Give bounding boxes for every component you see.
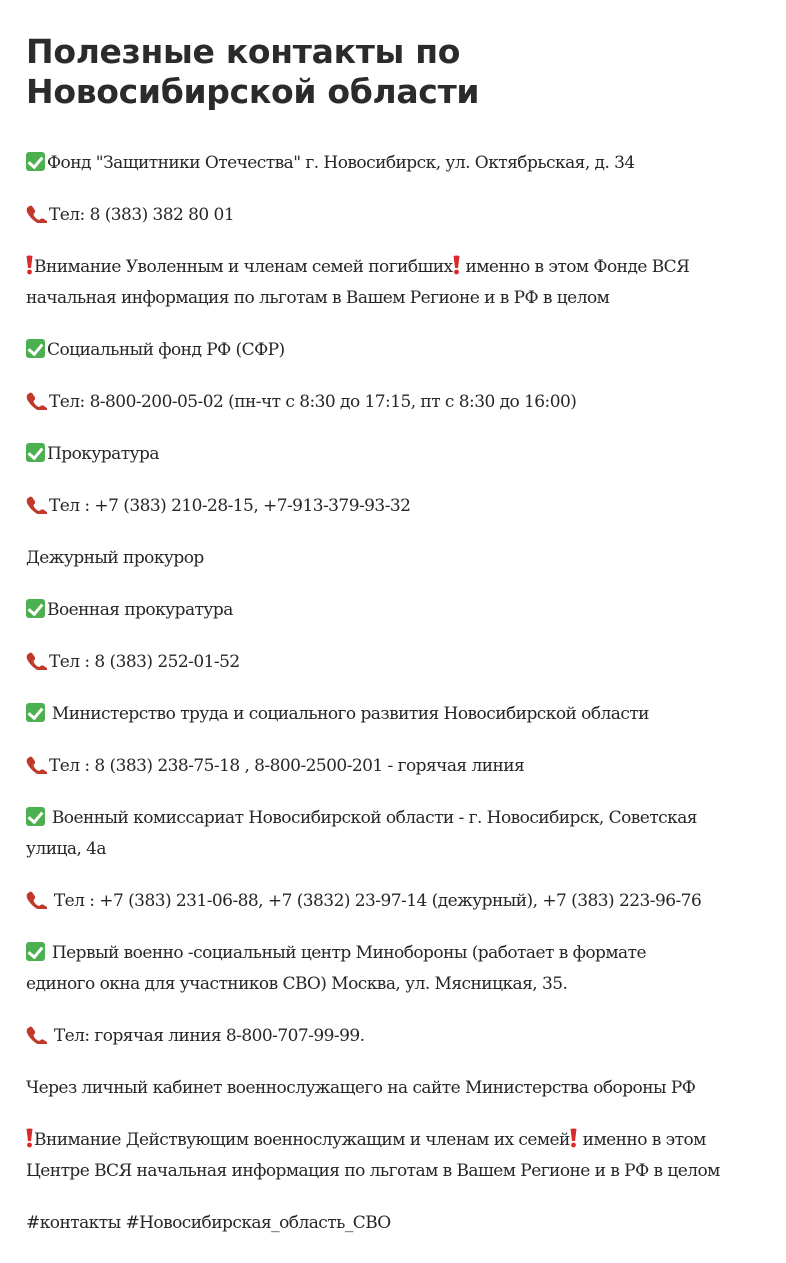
active-notice-start: Внимание Действующим военнослужащим и членам их семей [34, 1130, 570, 1150]
center-paragraph [26, 938, 766, 1000]
ministry-name-paragraph [26, 699, 766, 730]
center-name: Первый военно -социальный центр Минобороны (работает в формате [47, 943, 646, 963]
check-mark-icon [26, 807, 45, 826]
check-mark-icon [26, 703, 45, 722]
active-notice-middle: именно в этом [577, 1130, 706, 1150]
check-mark-icon [26, 599, 45, 618]
prosecutor-phone-paragraph [26, 491, 766, 522]
sfr-phone: Тел: 8-800-200-05-02 (пн-чт с 8:30 до 17:15, пт с 8:30 до 16:00) [49, 392, 577, 412]
telephone-receiver-icon [26, 495, 47, 514]
fund-notice-line-1 [26, 252, 766, 283]
fund-phone-paragraph [26, 200, 766, 231]
duty-prosecutor-paragraph [26, 543, 766, 574]
center-phone-paragraph [26, 1021, 766, 1052]
sfr-name: Социальный фонд РФ (СФР) [47, 340, 285, 360]
check-mark-icon [26, 152, 45, 171]
center-line-1 [26, 938, 766, 969]
military-prosecutor-name-paragraph [26, 595, 766, 626]
exclamation-mark-icon [570, 1128, 577, 1148]
fund-name: Фонд "Защитники Отечества" г. Новосибирск, ул. Октябрьская, д. 34 [47, 153, 635, 173]
commissariat-line-1 [26, 803, 766, 834]
telephone-receiver-icon [26, 1025, 47, 1044]
ministry-phone-paragraph [26, 751, 766, 782]
commissariat-phone: Тел : +7 (383) 231-06-88, +7 (3832) 23-97-14 (дежурный), +7 (383) 223-96-76 [49, 891, 702, 911]
fund-phone: Тел: 8 (383) 382 80 01 [49, 205, 235, 225]
sfr-phone-paragraph [26, 387, 766, 418]
commissariat-address-end: улица, 4а [26, 839, 107, 859]
cabinet-paragraph [26, 1073, 766, 1104]
duty-prosecutor: Дежурный прокурор [26, 548, 204, 568]
telephone-receiver-icon [26, 391, 47, 410]
telephone-receiver-icon [26, 890, 47, 909]
fund-notice-start: Внимание Уволенным и членам семей погибших [34, 257, 453, 277]
commissariat-phone-paragraph [26, 886, 766, 917]
check-mark-icon [26, 942, 45, 961]
exclamation-mark-icon [26, 255, 33, 275]
check-mark-icon [26, 443, 45, 462]
check-mark-icon [26, 339, 45, 358]
ministry-phone: Тел : 8 (383) 238-75-18 , 8-800-2500-201 - горячая линия [49, 756, 525, 776]
active-notice-end: Центре ВСЯ начальная информация по льготам в Вашем Регионе и в РФ в целом [26, 1161, 720, 1181]
prosecutor-phone: Тел : +7 (383) 210-28-15, +7-913-379-93-32 [49, 496, 411, 516]
telephone-receiver-icon [26, 651, 47, 670]
active-notice-paragraph [26, 1125, 766, 1187]
military-prosecutor-phone: Тел : 8 (383) 252-01-52 [49, 652, 240, 672]
telephone-receiver-icon [26, 204, 47, 223]
article [26, 32, 766, 1260]
page-title [26, 32, 766, 112]
military-prosecutor-name: Военная прокуратура [47, 600, 233, 620]
hashtags-paragraph [26, 1208, 766, 1239]
commissariat-paragraph [26, 803, 766, 865]
prosecutor-name: Прокуратура [47, 444, 159, 464]
center-address: единого окна для участников СВО) Москва, ул. Мясницкая, 35. [26, 974, 568, 994]
telephone-receiver-icon [26, 755, 47, 774]
fund-notice-middle: именно в этом Фонде ВСЯ [460, 257, 690, 277]
active-notice-line-1 [26, 1125, 766, 1156]
center-phone: Тел: горячая линия 8-800-707-99-99. [49, 1026, 365, 1046]
cabinet-text: Через личный кабинет военнослужащего на сайте Министерства обороны РФ [26, 1078, 696, 1098]
hashtags[interactable]: #контакты #Новосибирская_область_СВО [26, 1213, 391, 1233]
ministry-name: Министерство труда и социального развития Новосибирской области [47, 704, 649, 724]
commissariat-name: Военный комиссариат Новосибирской области - г. Новосибирск, Советская [47, 808, 697, 828]
sfr-name-paragraph [26, 335, 766, 366]
prosecutor-name-paragraph [26, 439, 766, 470]
fund-notice-paragraph [26, 252, 766, 314]
exclamation-mark-icon [453, 255, 460, 275]
fund-notice-end: начальная информация по льготам в Вашем Регионе и в РФ в целом [26, 288, 610, 308]
page-title-line-2: Новосибирской области [26, 72, 480, 111]
fund-name-paragraph [26, 148, 766, 179]
page-title-line-1: Полезные контакты по [26, 32, 461, 71]
exclamation-mark-icon [26, 1128, 33, 1148]
military-prosecutor-phone-paragraph [26, 647, 766, 678]
